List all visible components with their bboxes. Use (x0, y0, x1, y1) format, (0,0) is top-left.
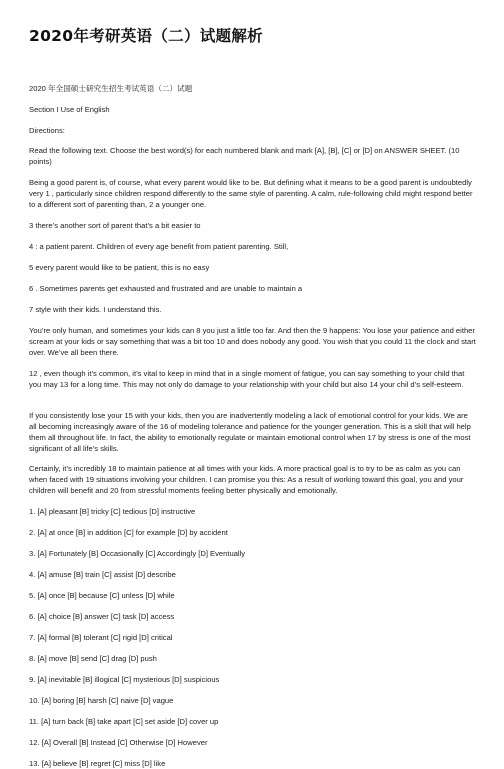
question-item: 4. [A] amuse [B] train [C] assist [D] describe (29, 570, 176, 579)
question-item: 2. [A] at once [B] in addition [C] for example [D] by accident (29, 528, 228, 537)
directions-label: Directions: (29, 126, 65, 135)
passage-paragraph: 6 . Sometimes parents get exhausted and frustrated and are unable to maintain a (29, 284, 303, 293)
directions-text: Read the following text. Choose the best word(s) for each numbered blank and mark [A], [B], [C] or [D] on ANSWER SHEET. (10 points) (29, 146, 460, 166)
question-item: 11. [A] turn back [B] take apart [C] set aside [D] cover up (29, 717, 219, 726)
question-item: 9. [A] inevitable [B] illogical [C] mysterious [D] suspicious (29, 675, 220, 684)
question-item: 1. [A] pleasant [B] tricky [C] tedious [D] instructive (29, 507, 196, 516)
passage-paragraph: Certainly, it’s incredibly 18 to maintain patience at all times with your kids. A more practical goal is to try to be as calm as you can when faced with 19 situations involving your children. I can promise you this: As a result of working toward this goal, you and your children will benefit and 20 from stressful moments feeling better physically and emotionally. (29, 464, 464, 495)
question-item: 12. [A] Overall [B] Instead [C] Otherwise [D] However (29, 738, 208, 747)
question-item: 7. [A] formal [B] tolerant [C] rigid [D] critical (29, 633, 173, 642)
passage-paragraph: Being a good parent is, of course, what every parent would like to be. But defining what it means to be a good parent is undoubtedly very 1 , particularly since children respond differently to the same style of parenting. A calm, rule-following child might respond better to a different sort of parenting than, 2 a younger one. (29, 178, 473, 209)
passage-paragraph: 12 , even though it’s common, it’s vital to keep in mind that in a single moment of fatigue, you can say something to your child that you may 13 for a long time. This may not only do damage to your relationship with your child but also 14 your chil d’s self-esteem. (29, 369, 465, 389)
passage-paragraph: 5 every parent would like to be patient, this is no easy (29, 263, 210, 272)
question-item: 6. [A] choice [B] answer [C] task [D] access (29, 612, 175, 621)
passage-paragraph: If you consistently lose your 15 with your kids, then you are inadvertently modeling a lack of emotional control for your kids. We are all becoming increasingly aware of the 16 of modeling tolerance and patience for the younger generation. This is a skill that will help them all throughout life. In fact, the ability to emotionally regulate or maintain emotional control when 17 by stress is one of the most significant of all life’s skills. (29, 411, 471, 453)
page-title: 2020年考研英语（二）试题解析 (29, 27, 263, 45)
passage-paragraph: 3 there’s another sort of parent that’s a bit easier to (29, 221, 201, 230)
question-item: 3. [A] Fortunately [B] Occasionally [C] Accordingly [D] Eventually (29, 549, 246, 558)
question-item: 13. [A] believe [B] regret [C] miss [D] like (29, 759, 166, 768)
question-item: 5. [A] once [B] because [C] unless [D] while (29, 591, 175, 600)
passage-paragraph: 7 style with their kids. I understand this. (29, 305, 162, 314)
exam-subtitle: 2020 年全国硕士研究生招生考试英语（二）试题 (29, 84, 193, 93)
question-item: 8. [A] move [B] send [C] drag [D] push (29, 654, 157, 663)
question-item: 10. [A] boring [B] harsh [C] naive [D] vague (29, 696, 174, 705)
passage-paragraph: You’re only human, and sometimes your kids can 8 you just a little too far. And then the 9 happens: You lose your patience and either scream at your kids or say something that was a bit too 10 and does nobody any good. You wish that you could 11 the clock and start over. We’ve all been there. (29, 326, 476, 357)
section-heading: Section I Use of English (29, 105, 110, 114)
passage-paragraph: 4 : a patient parent. Children of every age benefit from patient parenting. Still, (29, 242, 289, 251)
